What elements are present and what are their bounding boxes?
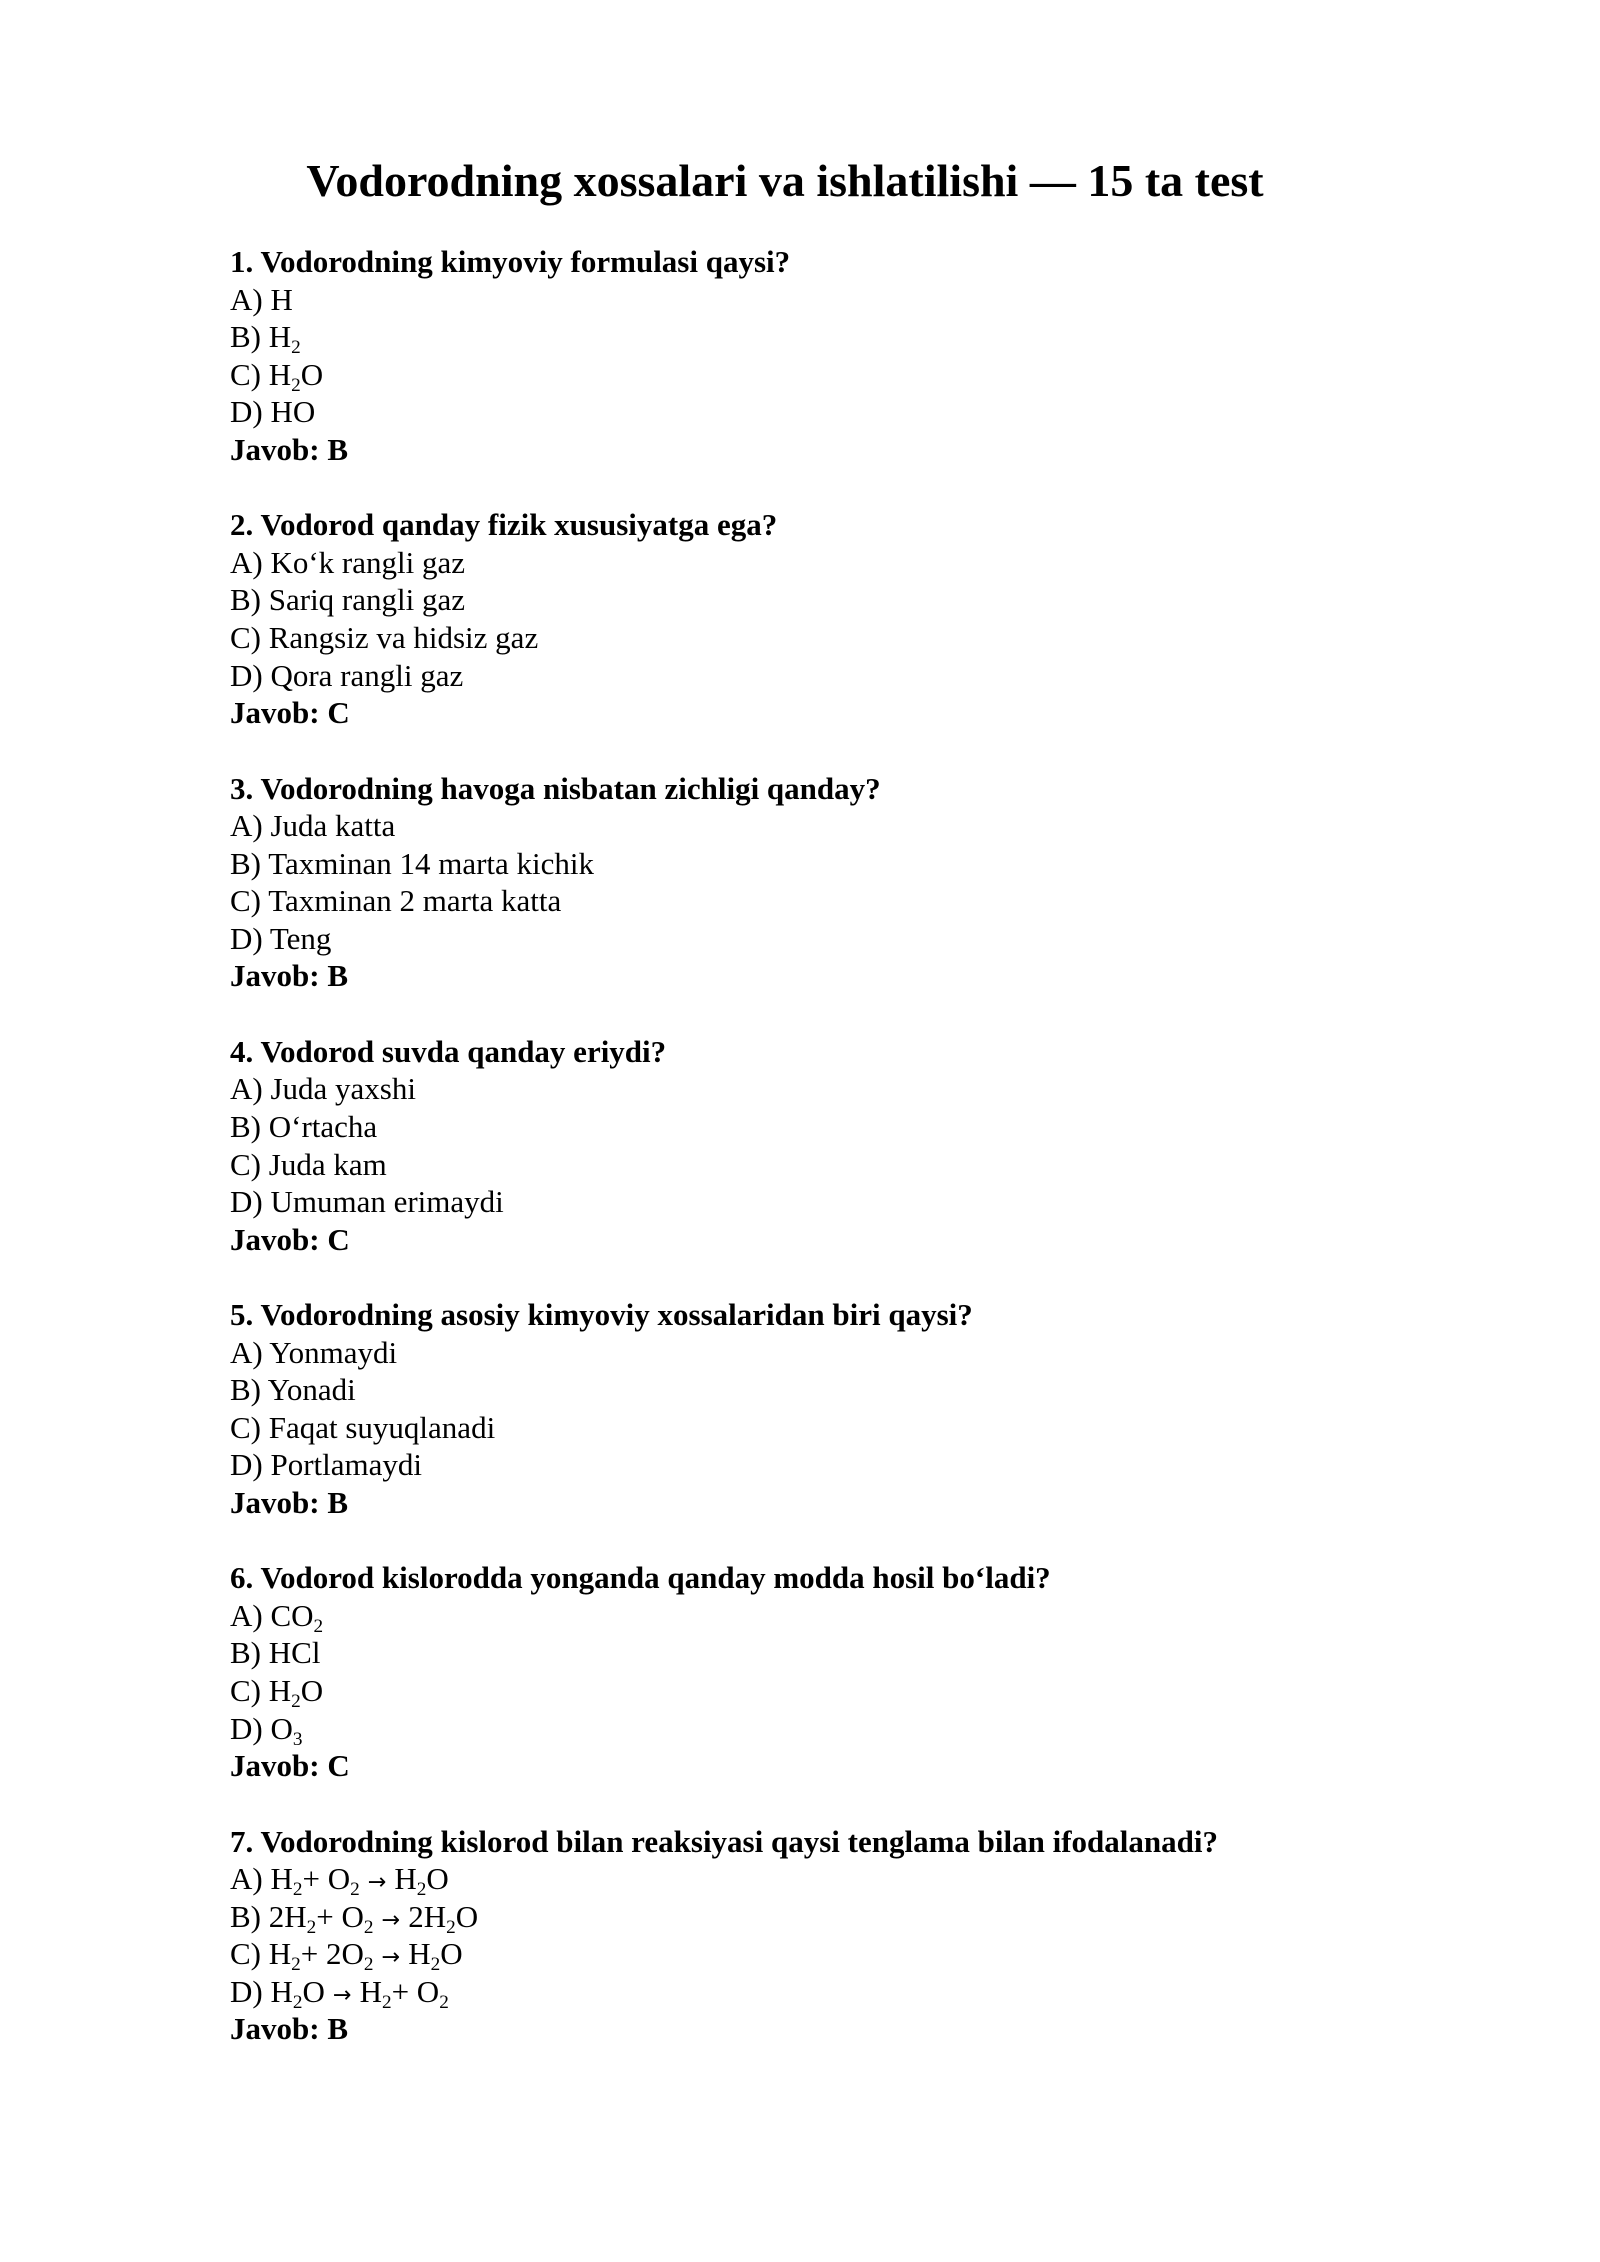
answer-option: A) $CO_2$	[230, 1597, 324, 1637]
answer-option: D) Teng	[230, 920, 332, 956]
answer-option: B) $H_2$	[230, 319, 301, 359]
question-text: 7. Vodorodning kislorod bilan reaksiyasi qaysi tenglama bilan ifodalanadi?	[230, 1823, 1219, 1859]
question-text: 1. Vodorodning kimyoviy formulasi qaysi?	[230, 244, 791, 279]
answer-option: D) $H_2O \to H_2+ O_2$	[230, 1973, 449, 2014]
question-text: 5. Vodorodning asosiy kimyoviy xossalaridan biri qaysi?	[230, 1297, 973, 1332]
correct-answer: Javob: C	[230, 1748, 350, 1784]
answer-option: C) Rangsiz va hidsiz gaz	[230, 620, 539, 656]
question-block	[230, 1823, 1530, 2049]
answer-option: A) Juda yaxshi	[230, 1071, 416, 1107]
correct-answer: Javob: B	[230, 431, 348, 467]
question-block	[230, 243, 1530, 469]
answer-option: D) Umuman erimaydi	[230, 1184, 504, 1220]
reaction-arrow: →	[332, 1981, 352, 2008]
correct-answer: Javob: B	[230, 2011, 348, 2047]
answer-option: C) Juda kam	[230, 1146, 387, 1182]
question-block	[230, 1033, 1530, 1259]
answer-option: B) $2H_2+ O_2 \to 2H_2O$	[230, 1898, 479, 1938]
answer-option: A) Yonmaydi	[230, 1334, 398, 1370]
correct-answer: Javob: C	[230, 695, 350, 731]
question-text: 2. Vodorod qanday fizik xususiyatga ega?	[230, 507, 778, 543]
reaction-arrow: →	[381, 1944, 401, 1971]
correct-answer: Javob: B	[230, 958, 348, 994]
question-text: 4. Vodorod suvda qanday eriydi?	[230, 1033, 667, 1069]
answer-option: D) HO	[230, 394, 316, 430]
answer-option: D) Qora rangli gaz	[230, 657, 464, 693]
reaction-arrow: →	[381, 1906, 401, 1933]
correct-answer: Javob: B	[230, 1484, 348, 1520]
answer-option: B) HCl	[230, 1635, 321, 1671]
question-block	[230, 1559, 1530, 1785]
page-title: Vodorodning xossalari va ishlatilishi — 15 ta test	[306, 155, 1264, 206]
question-block	[230, 1296, 1530, 1522]
answer-option: A) Juda katta	[230, 808, 396, 844]
answer-option: B) Yonadi	[230, 1372, 356, 1408]
answer-option: B) O‘rtacha	[230, 1108, 378, 1144]
answer-option: C) $H_2O$	[230, 1673, 324, 1713]
answer-option: A) H	[230, 281, 293, 317]
question-block	[230, 506, 1530, 732]
question-text: 3. Vodorodning havoga nisbatan zichligi qanday?	[230, 770, 881, 806]
answer-option: C) $H_2O$	[230, 356, 324, 396]
answer-option: C) Taxminan 2 marta katta	[230, 883, 562, 919]
answer-option: A) $H_2+ O_2 \to H_2O$	[230, 1861, 449, 1901]
answer-option: D) Portlamaydi	[230, 1447, 422, 1483]
answer-option: A) Ko‘k rangli gaz	[230, 544, 465, 580]
question-text: 6. Vodorod kislorodda yonganda qanday modda hosil bo‘ladi?	[230, 1560, 1051, 1596]
correct-answer: Javob: C	[230, 1221, 350, 1257]
answer-option: B) Sariq rangli gaz	[230, 582, 466, 618]
question-list	[230, 243, 1530, 2086]
answer-option: D) $O_3$	[230, 1710, 303, 1750]
answer-option: C) Faqat suyuqlanadi	[230, 1409, 496, 1445]
answer-option: B) Taxminan 14 marta kichik	[230, 845, 595, 881]
reaction-arrow: →	[367, 1869, 387, 1896]
question-block	[230, 770, 1530, 996]
answer-option: C) $H_2+ 2O_2 \to H_2O$	[230, 1936, 463, 1976]
